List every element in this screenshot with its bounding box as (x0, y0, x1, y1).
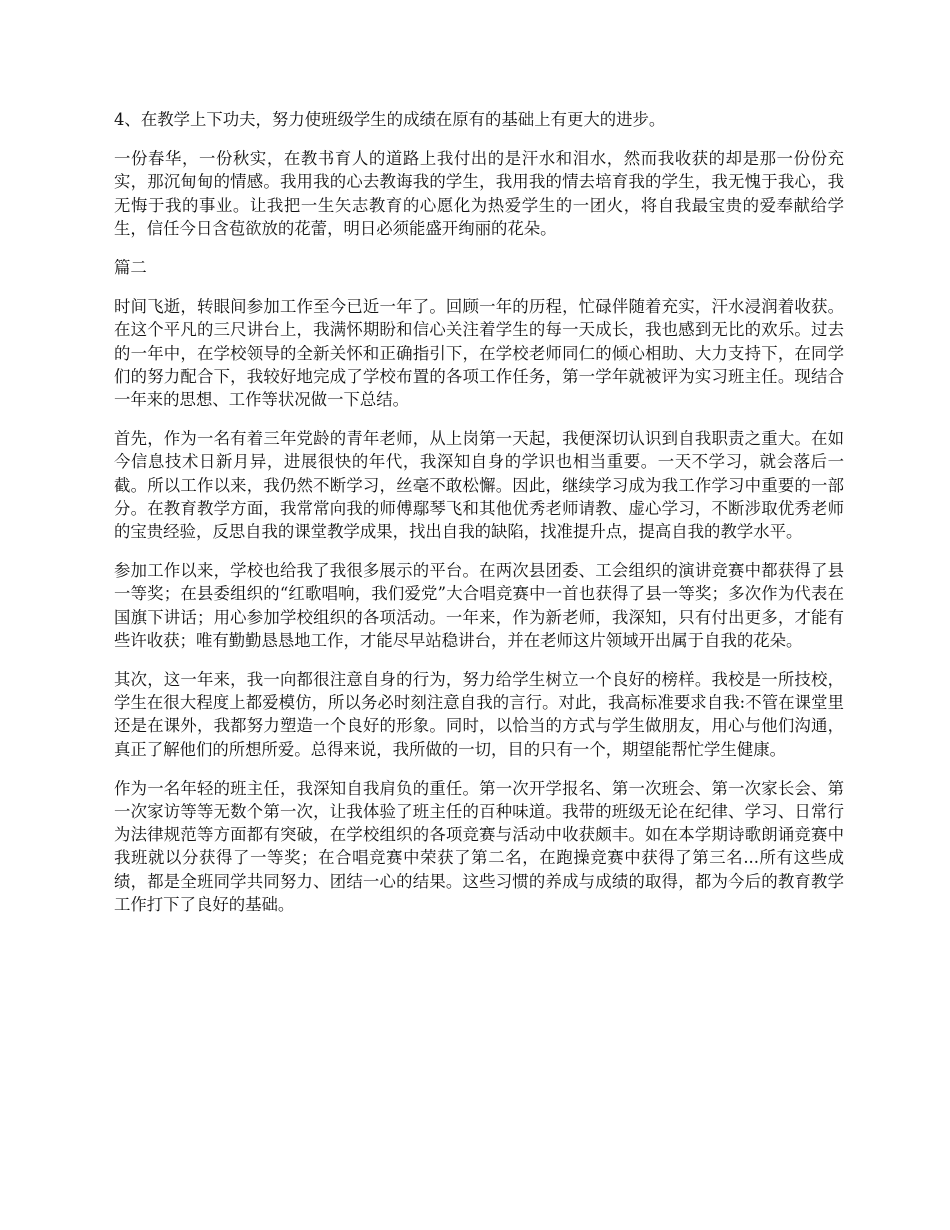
body-paragraph: 首先，作为一名有着三年党龄的青年老师，从上岗第一天起，我便深切认识到自我职责之重大。在如今信息技术日新月异，进展很快的年代，我深知自身的学识也相当重要。一天不学习，就会落后一截。所以工作以来，我仍然不断学习，丝毫不敢松懈。因此，继续学习成为我工作学习中重要的一部分。在教育教学方面，我常常向我的师傅鄢琴飞和其他优秀老师请教、虚心学习，不断涉取优秀老师的宝贵经验，反思自我的课堂教学成果，找出自我的缺陷，找准提升点，提高自我的教学水平。 (114, 429, 844, 542)
body-paragraph: 参加工作以来，学校也给我了我很多展示的平台。在两次县团委、工会组织的演讲竞赛中都获得了县一等奖；在县委组织的“红歌唱响，我们爱党”大合唱竞赛中一首也获得了县一等奖；多次作为代表在国旗下讲话；用心参加学校组织的各项活动。一年来，作为新老师，我深知，只有付出更多，才能有些许收获；唯有勤勤恳恳地工作，才能尽早站稳讲台，并在老师这片领域开出属于自我的花朵。 (114, 561, 844, 650)
body-paragraph: 时间飞逝，转眼间参加工作至今已近一年了。回顾一年的历程，忙碌伴随着充实，汗水浸润着收获。在这个平凡的三尺讲台上，我满怀期盼和信心关注着学生的每一天成长，我也感到无比的欢乐。过去的一年中，在学校领导的全新关怀和正确指引下，在学校老师同仁的倾心相助、大力支持下，在同学们的努力配合下，我较好地完成了学校布置的各项工作任务，第一学年就被评为实习班主任。现结合一年来的思想、工作等状况做一下总结。 (114, 297, 844, 410)
body-paragraph: 作为一名年轻的班主任，我深知自我肩负的重任。第一次开学报名、第一次班会、第一次家长会、第一次家访等等无数个第一次，让我体验了班主任的百种味道。我带的班级无论在纪律、学习、日常行为法律规范等方面都有突破，在学校组织的各项竞赛与活动中收获颇丰。如在本学期诗歌朗诵竞赛中我班就以分获得了一等奖；在合唱竞赛中荣获了第二名，在跑操竞赛中获得了第三名...所有这些成绩，都是全班同学共同努力、团结一心的结果。这些习惯的养成与成绩的取得，都为今后的教育教学工作打下了良好的基础。 (114, 778, 844, 914)
document-body (114, 108, 844, 932)
section-heading: 篇二 (114, 258, 147, 278)
closing-paragraph: 一份春华，一份秋实，在教书育人的道路上我付出的是汗水和泪水，然而我收获的却是那一份份充实，那沉甸甸的情感。我用我的心去教诲我的学生，我用我的情去培育我的学生，我无愧于我心，我无悔于我的事业。让我把一生矢志教育的心愿化为热爱学生的一团火，将自我最宝贵的爱奉献给学生，信任今日含苞欲放的花蕾，明日必须能盛开绚丽的花朵。 (114, 149, 844, 238)
intro-item-paragraph: 4、在教学上下功夫，努力使班级学生的成绩在原有的基础上有更大的进步。 (114, 110, 666, 129)
body-paragraph: 其次，这一年来，我一向都很注意自身的行为，努力给学生树立一个良好的榜样。我校是一所技校，学生在很大程度上都爱模仿，所以务必时刻注意自我的言行。对此，我高标准要求自我:不管在课堂里还是在课外，我都努力塑造一个良好的形象。同时，以恰当的方式与学生做朋友，用心与他们沟通，真正了解他们的所想所爱。总得来说，我所做的一切，目的只有一个，期望能帮忙学生健康。 (114, 670, 844, 759)
